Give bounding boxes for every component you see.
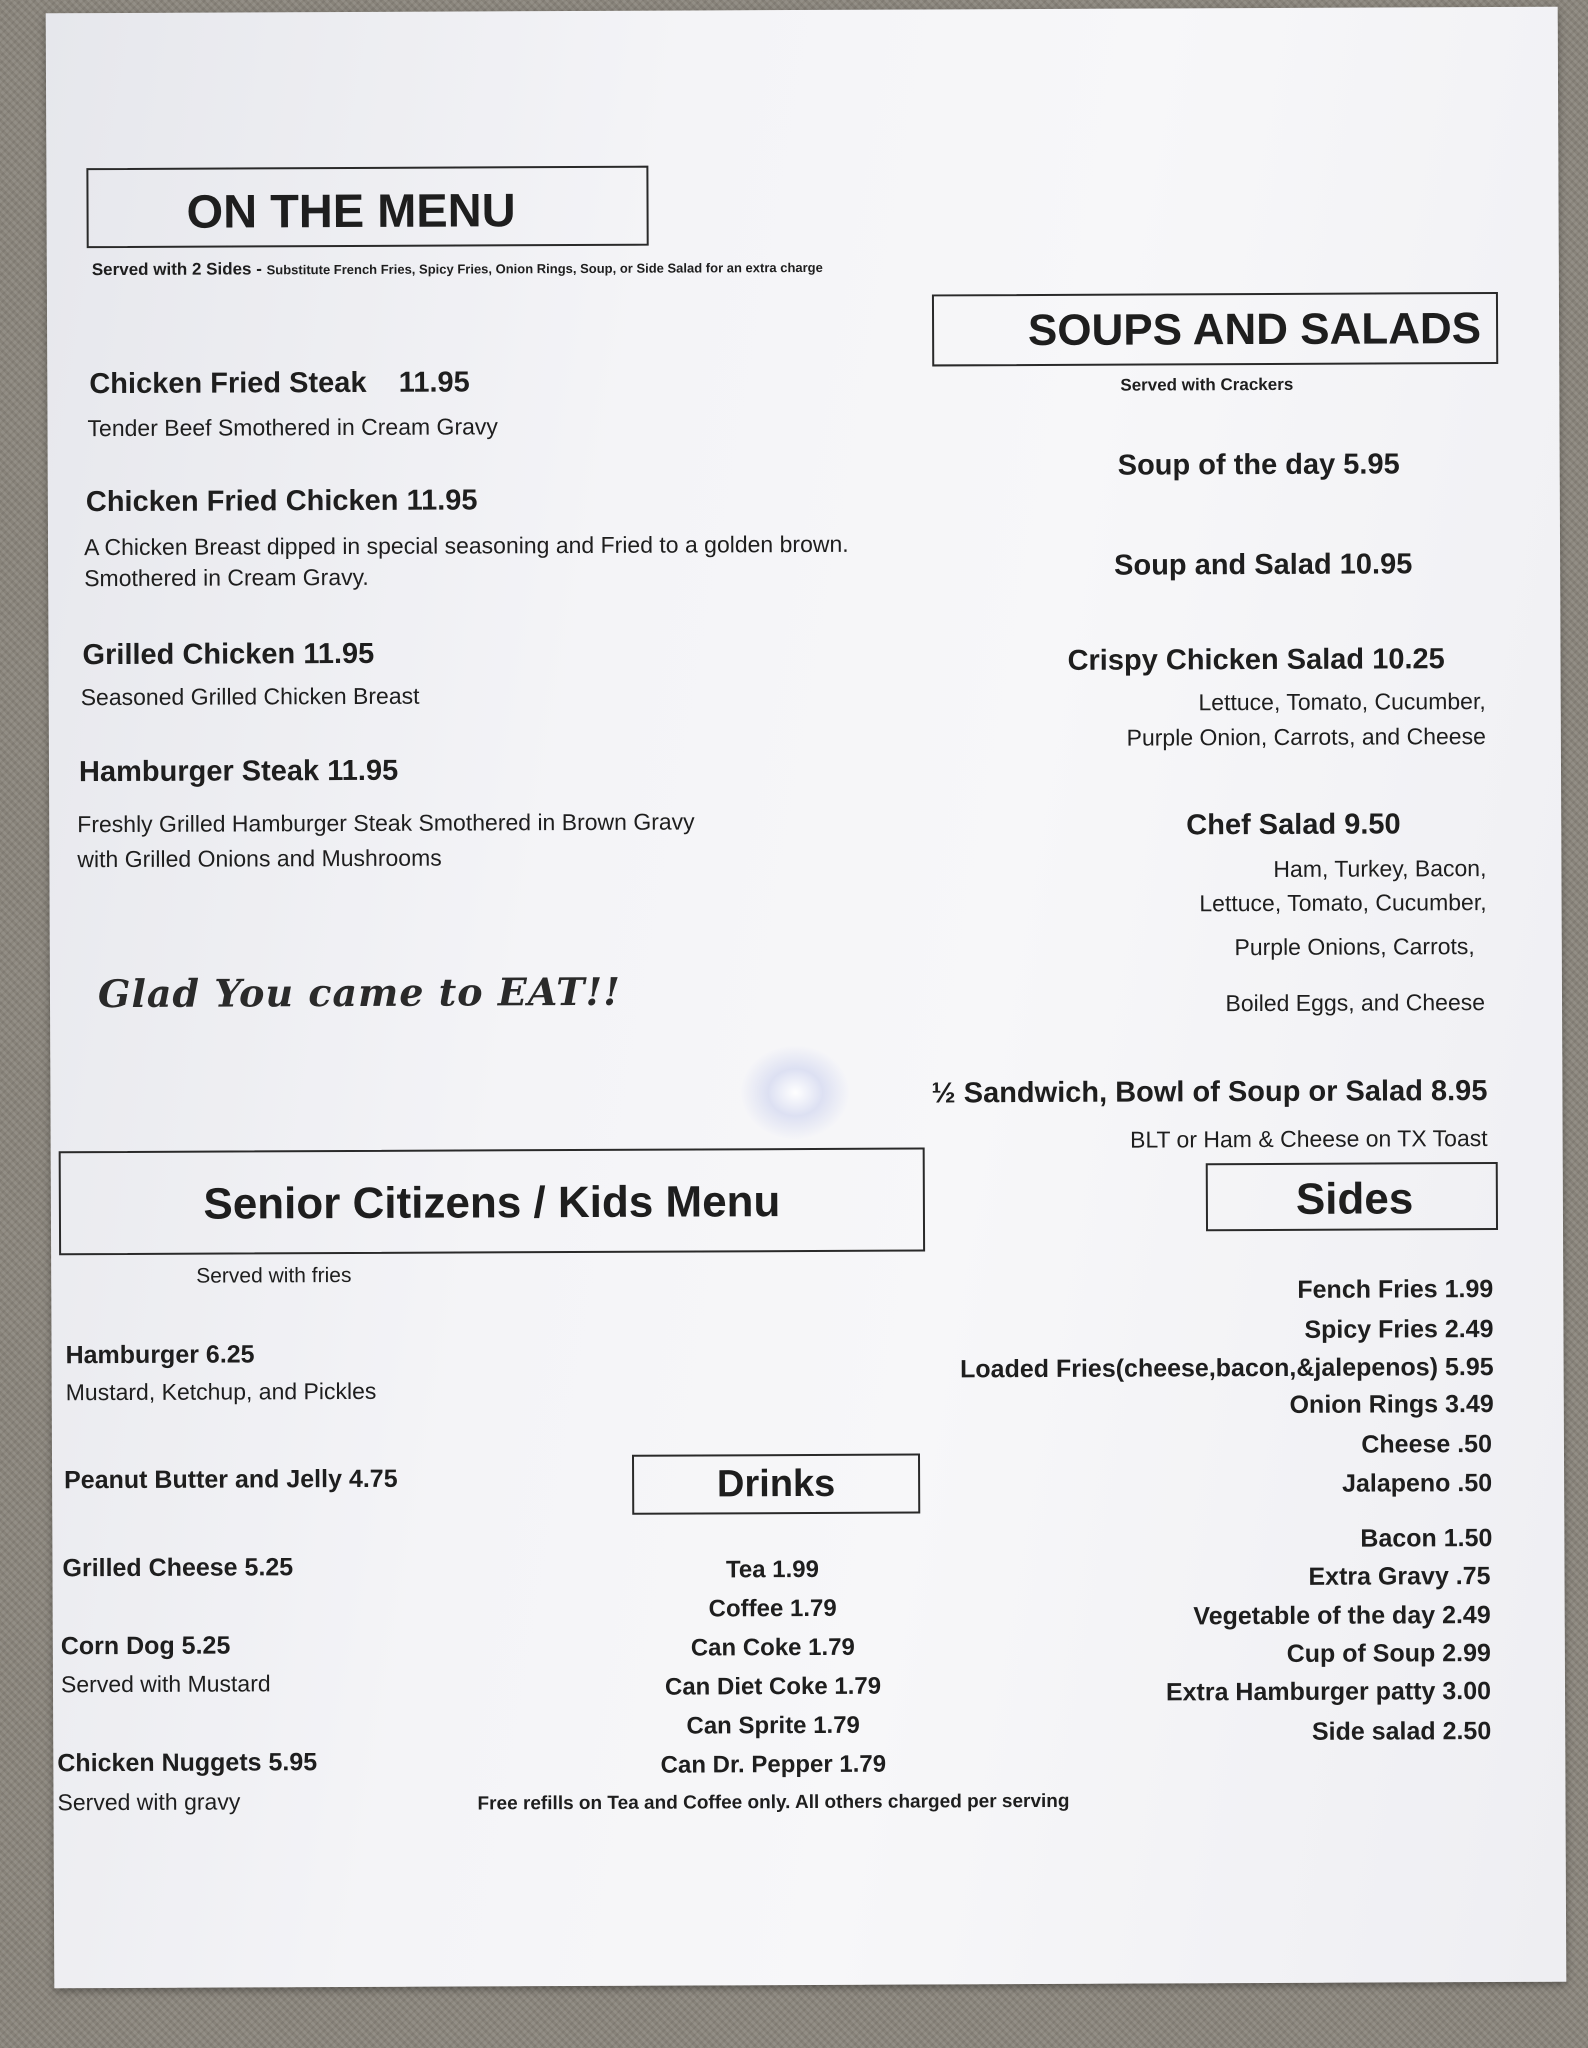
kids-item-name: Chicken Nuggets 5.95 — [57, 1748, 318, 1778]
soups-salads-note: Served with Crackers — [1120, 374, 1294, 395]
side-item: Extra Gravy .75 — [1308, 1562, 1491, 1591]
side-item: Loaded Fries(cheese,bacon,&jalepenos) 5.95 — [960, 1353, 1494, 1384]
main-menu-title: ON THE MENU — [186, 183, 516, 238]
menu-item-desc: with Grilled Onions and Mushrooms — [77, 844, 442, 873]
main-menu-note — [92, 258, 823, 279]
menu-item-name: Grilled Chicken 11.95 — [82, 637, 375, 672]
drink-item: Can Dr. Pepper 1.79 — [660, 1750, 887, 1779]
drinks-note: Free refills on Tea and Coffee only. All others charged per serving — [477, 1790, 1070, 1815]
drinks-title: Drinks — [716, 1462, 836, 1506]
salad-item-name: Crispy Chicken Salad 10.25 — [1067, 643, 1445, 677]
salad-item-name: Chef Salad 9.50 — [1186, 808, 1401, 842]
menu-item-name: Chicken Fried Chicken 11.95 — [85, 484, 478, 519]
side-item: Onion Rings 3.49 — [1289, 1390, 1494, 1419]
side-item: Vegetable of the day 2.49 — [1193, 1601, 1491, 1631]
salad-item-desc: Lettuce, Tomato, Cucumber, — [1199, 889, 1487, 917]
side-item: Fench Fries 1.99 — [1297, 1275, 1494, 1304]
menu-item-desc: Seasoned Grilled Chicken Breast — [80, 682, 420, 711]
side-item: Cheese .50 — [1361, 1430, 1493, 1459]
kids-item-desc: Served with Mustard — [60, 1670, 271, 1698]
drink-item: Can Coke 1.79 — [690, 1633, 855, 1662]
side-item: Spicy Fries 2.49 — [1304, 1315, 1494, 1344]
drink-item: Can Sprite 1.79 — [686, 1711, 860, 1740]
drink-item: Tea 1.99 — [725, 1555, 820, 1584]
kids-menu-title: Senior Citizens / Kids Menu — [203, 1177, 781, 1229]
side-item: Side salad 2.50 — [1311, 1717, 1492, 1746]
kids-item-name: Corn Dog 5.25 — [60, 1631, 231, 1661]
menu-paper — [46, 7, 1567, 1989]
side-item: Extra Hamburger patty 3.00 — [1165, 1677, 1492, 1707]
kids-menu-note: Served with fries — [196, 1263, 352, 1288]
salad-item-desc: Purple Onion, Carrots, and Cheese — [1126, 723, 1486, 751]
side-item: Cup of Soup 2.99 — [1286, 1639, 1491, 1668]
main-menu-note-lead: Served with 2 Sides - — [91, 259, 267, 280]
kids-item-name: Grilled Cheese 5.25 — [62, 1553, 294, 1583]
kids-item-desc: Mustard, Ketchup, and Pickles — [65, 1377, 377, 1406]
side-item: Jalapeno .50 — [1341, 1469, 1493, 1498]
salad-item-desc: Boiled Eggs, and Cheese — [1225, 989, 1486, 1017]
salad-item-name: Soup of the day 5.95 — [1117, 448, 1400, 482]
menu-item-desc: Freshly Grilled Hamburger Steak Smothered in Brown Gravy — [77, 808, 695, 838]
kids-item-name: Peanut Butter and Jelly 4.75 — [64, 1464, 398, 1495]
drink-item: Can Diet Coke 1.79 — [664, 1672, 882, 1701]
side-item: Bacon 1.50 — [1360, 1524, 1493, 1553]
menu-item-name: Hamburger Steak 11.95 — [78, 754, 399, 789]
salad-item-desc: Lettuce, Tomato, Cucumber, — [1198, 688, 1486, 716]
sides-title: Sides — [1295, 1174, 1414, 1224]
flash-glare — [740, 1045, 850, 1140]
menu-item-desc: Smothered in Cream Gravy. — [84, 563, 369, 592]
menu-item-desc: Tender Beef Smothered in Cream Gravy — [87, 413, 498, 442]
kids-item-name: Hamburger 6.25 — [65, 1340, 255, 1370]
salad-item-desc: Purple Onions, Carrots, — [1234, 933, 1475, 961]
salad-item-desc: BLT or Ham & Cheese on TX Toast — [1130, 1125, 1488, 1153]
salad-item-name: Soup and Salad 10.95 — [1114, 548, 1413, 582]
drink-item: Coffee 1.79 — [708, 1594, 837, 1623]
soups-salads-title: SOUPS AND SALADS — [1027, 304, 1482, 356]
salad-item-desc: Ham, Turkey, Bacon, — [1273, 855, 1487, 882]
menu-item-name: Chicken Fried Steak 11.95 — [89, 366, 470, 401]
main-menu-note-rest: Substitute French Fries, Spicy Fries, Onion Rings, Soup, or Side Salad for an extra charge — [266, 259, 823, 278]
kids-item-desc: Served with gravy — [57, 1788, 241, 1816]
salad-item-name: ½ Sandwich, Bowl of Soup or Salad 8.95 — [931, 1075, 1488, 1110]
tagline: Glad You came to EAT!! — [97, 968, 621, 1017]
menu-item-desc: A Chicken Breast dipped in special seasoning and Fried to a golden brown. — [83, 530, 849, 561]
